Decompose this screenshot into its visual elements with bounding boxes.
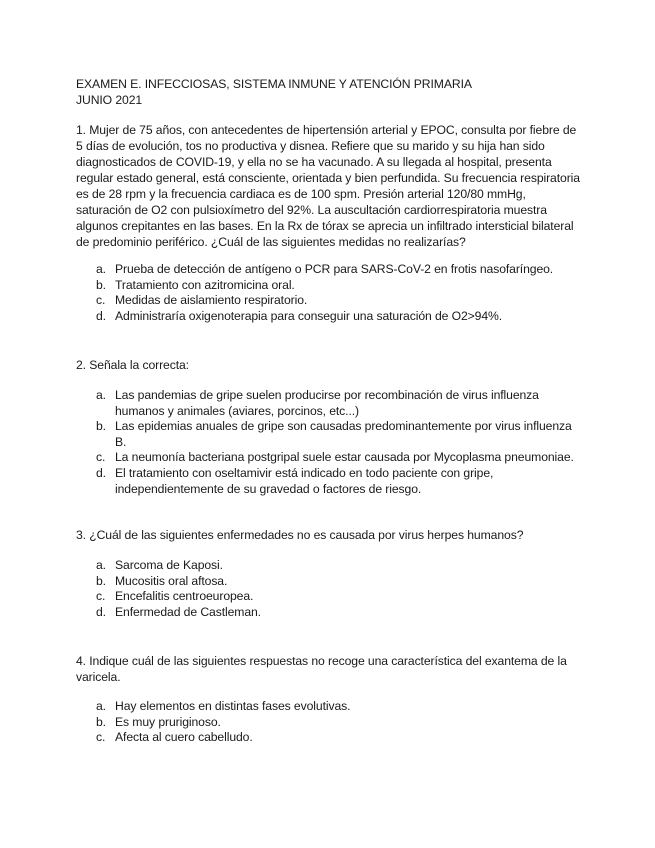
option-text: Las pandemias de gripe suelen producirse por recombinación de virus influenza humanos y animales (aviares, porcinos, etc...) <box>115 388 539 418</box>
option-text: Es muy pruriginoso. <box>115 714 221 729</box>
question-1-option-a <box>96 262 586 278</box>
question-3-text: 3. ¿Cuál de las siguientes enfermedades no es causada por virus herpes humanos? <box>76 528 524 542</box>
option-text: Afecta al cuero cabelludo. <box>115 730 253 745</box>
option-text: Las epidemias anuales de gripe son causadas predominantemente por virus influenza B. <box>115 419 572 449</box>
exam-title: EXAMEN E. INFECCIOSAS, SISTEMA INMUNE Y ATENCIÓN PRIMARIA <box>76 77 472 91</box>
question-1-option-c <box>96 293 586 309</box>
question-1-options <box>96 262 586 324</box>
option-text: Enfermedad de Castleman. <box>115 604 261 619</box>
option-label: c. <box>96 293 106 308</box>
question-1-option-d <box>96 309 586 325</box>
option-text: Tratamiento con azitromicina oral. <box>115 277 295 292</box>
question-3-option-d <box>96 605 586 621</box>
option-label: d. <box>96 604 106 619</box>
question-2-option-a <box>96 388 586 419</box>
option-text: Prueba de detección de antígeno o PCR para SARS-CoV-2 en frotis nasofaríngeo. <box>115 262 554 276</box>
question-4-text: 4. Indique cuál de las siguientes respuestas no recoge una característica del exantema de la varicela. <box>76 654 567 684</box>
option-label: a. <box>96 558 106 572</box>
question-2-option-c <box>96 450 586 466</box>
option-label: b. <box>96 277 106 292</box>
option-label: d. <box>96 465 106 480</box>
question-3-option-b <box>96 574 586 590</box>
option-text: Encefalitis centroeuropea. <box>115 589 254 604</box>
question-3-options <box>96 558 586 620</box>
option-label: a. <box>96 699 106 713</box>
question-2-options <box>96 388 586 497</box>
question-4-option-c <box>96 730 586 746</box>
option-label: a. <box>96 262 106 276</box>
option-label: b. <box>96 419 106 434</box>
option-label: c. <box>96 589 106 604</box>
exam-date: JUNIO 2021 <box>76 93 143 107</box>
option-text: El tratamiento con oseltamivir está indicado en todo paciente con gripe, independientemente de su gravedad o factores de riesgo. <box>115 465 494 496</box>
option-label: b. <box>96 714 106 729</box>
option-label: a. <box>96 388 106 402</box>
option-label: c. <box>96 450 106 465</box>
option-text: Sarcoma de Kaposi. <box>115 558 223 572</box>
question-1-option-b <box>96 278 586 294</box>
question-4-option-a <box>96 699 586 715</box>
question-2-option-d <box>96 466 586 497</box>
question-4-options <box>96 699 586 746</box>
question-3-option-c <box>96 589 586 605</box>
question-2-text: 2. Señala la correcta: <box>76 358 189 372</box>
question-3-option-a <box>96 558 586 574</box>
question-2-option-b <box>96 419 586 450</box>
option-text: Hay elementos en distintas fases evolutivas. <box>115 699 351 713</box>
option-label: b. <box>96 573 106 588</box>
option-text: Administraría oxigenoterapia para conseguir una saturación de O2>94%. <box>115 308 503 323</box>
question-4-option-b <box>96 715 586 731</box>
option-text: La neumonía bacteriana postgripal suele estar causada por Mycoplasma pneumoniae. <box>115 450 574 465</box>
option-text: Medidas de aislamiento respiratorio. <box>115 293 308 308</box>
option-text: Mucositis oral aftosa. <box>115 573 228 588</box>
option-label: c. <box>96 730 106 745</box>
question-1-text: 1. Mujer de 75 años, con antecedentes de hipertensión arterial y EPOC, consulta por fiebre de 5 días de evolución, tos no productiva y disnea. Refiere que su marido y su hija han sido diagnosticados de COVID-19, y ella no se ha vacunado. A su llegada al hospital, presenta regular estado general, está consciente, orientada y bien perfundida. Su frecuencia respiratoria es de 28 rpm y la frecuencia cardiaca es de 100 spm. Presión arterial 120/80 mmHg, saturación de O2 con pulsioxímetro del 92%. La auscultación cardiorrespiratoria muestra algunos crepitantes en las bases. En la Rx de tórax se aprecia un infiltrado intersticial bilateral de predominio periférico. ¿Cuál de las siguientes medidas no realizarías? <box>76 123 580 249</box>
option-label: d. <box>96 308 106 323</box>
